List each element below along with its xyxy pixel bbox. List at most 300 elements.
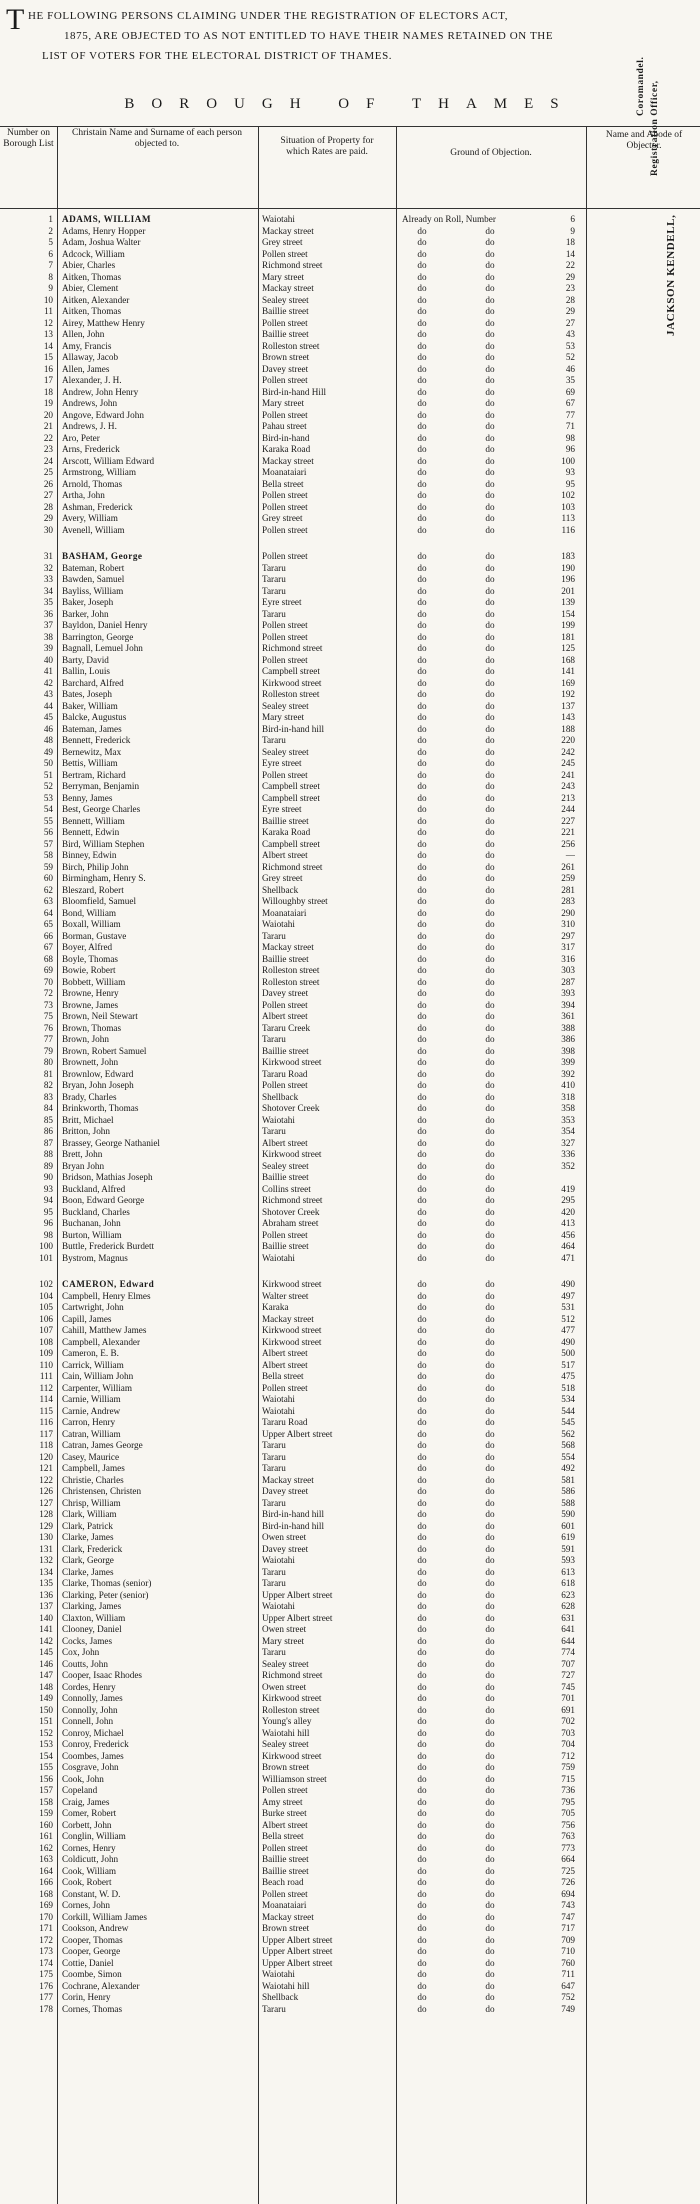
row-number: 59 xyxy=(43,861,53,872)
row-ground-ditto: do xyxy=(485,1888,495,1899)
table-row xyxy=(0,1230,700,1242)
row-ground-ditto: do xyxy=(485,1195,495,1205)
row-ground: do xyxy=(417,501,427,512)
row-ground: do xyxy=(417,1474,427,1485)
row-street: Upper Albert street xyxy=(262,1428,333,1439)
row-number: 106 xyxy=(39,1313,53,1324)
row-roll-number: 392 xyxy=(561,1068,575,1079)
table-row xyxy=(0,1877,700,1889)
row-number: 150 xyxy=(39,1704,53,1715)
row-ground-ditto: do xyxy=(485,260,495,270)
row-name: Coombe, Simon xyxy=(62,1969,122,1979)
row-roll-number: 712 xyxy=(561,1750,575,1761)
row-street: Mackay street xyxy=(262,942,314,952)
table-row xyxy=(0,490,700,502)
row-ground: do xyxy=(417,712,427,722)
row-roll-number: 756 xyxy=(561,1819,575,1830)
table-row xyxy=(0,398,700,410)
row-ground-ditto: do xyxy=(485,884,495,895)
row-ground-ditto: do xyxy=(485,1229,495,1240)
row-street: Waiotahi xyxy=(262,1969,295,1979)
row-street: Williamson street xyxy=(262,1773,327,1784)
row-street: Eyre street xyxy=(262,758,302,768)
table-row xyxy=(0,873,700,885)
row-name: Barrington, George xyxy=(62,631,134,642)
row-ground-ditto: do xyxy=(485,1900,495,1910)
row-number: 15 xyxy=(43,352,53,362)
row-street: Waiotahi xyxy=(262,1555,295,1565)
row-number: 147 xyxy=(39,1670,53,1680)
row-ground: do xyxy=(417,432,427,443)
row-ground: do xyxy=(417,608,427,619)
row-ground-ditto: do xyxy=(485,1750,495,1761)
row-roll-number: 795 xyxy=(561,1796,575,1807)
row-roll-number: 747 xyxy=(561,1911,575,1922)
row-number: 172 xyxy=(39,1934,53,1945)
row-roll-number: 647 xyxy=(561,1980,575,1991)
row-street: Brown street xyxy=(262,1923,310,1933)
row-number: 43 xyxy=(43,689,53,699)
row-ground: do xyxy=(417,1762,427,1772)
row-ground: do xyxy=(417,861,427,872)
row-roll-number: 241 xyxy=(561,769,575,780)
row-ground-ditto: do xyxy=(485,363,495,374)
row-name: Brown, John xyxy=(62,1034,109,1044)
row-ground-ditto: do xyxy=(485,501,495,512)
row-street: Albert street xyxy=(262,1348,308,1358)
row-ground: do xyxy=(417,1854,427,1864)
table-row xyxy=(0,1325,700,1337)
table-row xyxy=(0,1184,700,1196)
row-ground-ditto: do xyxy=(485,1359,495,1370)
row-number: 16 xyxy=(43,363,53,374)
table-row xyxy=(0,1590,700,1602)
row-number: 72 xyxy=(43,988,53,998)
row-ground-ditto: do xyxy=(485,478,495,489)
row-ground: do xyxy=(417,1934,427,1945)
row-street: Eyre street xyxy=(262,597,302,607)
row-roll-number: 641 xyxy=(561,1624,575,1634)
row-number: 42 xyxy=(43,677,53,688)
row-name: Copeland xyxy=(62,1785,98,1795)
row-number: 30 xyxy=(43,524,53,535)
row-ground: do xyxy=(417,386,427,397)
row-number: 18 xyxy=(43,386,53,397)
row-street: Sealey street xyxy=(262,1739,309,1749)
row-ground: do xyxy=(417,1509,427,1519)
row-ground: do xyxy=(417,1137,427,1148)
row-street: Pollen street xyxy=(262,769,308,780)
row-street: Tararu xyxy=(262,574,286,584)
row-ground: do xyxy=(417,746,427,757)
row-street: Young's alley xyxy=(262,1716,312,1726)
row-number: 116 xyxy=(39,1417,53,1427)
row-ground: do xyxy=(417,1057,427,1067)
row-street: Bird-in-hand hill xyxy=(262,723,325,734)
row-street: Tararu xyxy=(262,1126,286,1136)
table-row xyxy=(0,1291,700,1303)
row-name: Catran, William xyxy=(62,1428,121,1439)
table-row xyxy=(0,885,700,897)
row-ground: do xyxy=(417,1773,427,1784)
row-name: Borman, Gustave xyxy=(62,930,127,941)
row-roll-number: 727 xyxy=(561,1670,575,1680)
row-street: Tararu xyxy=(262,608,286,619)
row-name: ADAMS, WILLIAM xyxy=(62,214,152,224)
table-row xyxy=(0,1843,700,1855)
row-ground-ditto: do xyxy=(485,1252,495,1263)
row-street: Tararu xyxy=(262,1463,286,1473)
row-ground: do xyxy=(417,792,427,803)
row-number: 65 xyxy=(43,919,53,929)
row-roll-number: 512 xyxy=(561,1313,575,1324)
row-roll-number: 588 xyxy=(561,1497,575,1508)
row-name: Catran, James George xyxy=(62,1440,143,1450)
row-number: 157 xyxy=(39,1785,53,1795)
row-roll-number: 93 xyxy=(565,467,575,477)
row-street: Richmond street xyxy=(262,861,323,872)
table-row xyxy=(0,479,700,491)
row-ground-ditto: do xyxy=(485,1114,495,1125)
row-ground-ditto: do xyxy=(485,1808,495,1818)
row-ground-ditto: do xyxy=(485,1417,495,1427)
row-number: 49 xyxy=(43,746,53,757)
row-street: Tararu xyxy=(262,1497,286,1508)
row-street: Waiotahi hill xyxy=(262,1727,310,1738)
row-ground: do xyxy=(417,478,427,489)
row-name: Connolly, James xyxy=(62,1693,123,1703)
row-ground: do xyxy=(417,1229,427,1240)
row-name: CAMERON, Edward xyxy=(62,1279,155,1289)
row-street: Waiotahi hill xyxy=(262,1980,310,1991)
row-roll-number: 410 xyxy=(561,1080,575,1090)
row-roll-number: 259 xyxy=(561,873,575,883)
row-name: Bateman, Robert xyxy=(62,562,125,573)
row-roll-number: 317 xyxy=(561,942,575,952)
table-row xyxy=(0,827,700,839)
table-row xyxy=(0,1218,700,1230)
row-ground: do xyxy=(417,1785,427,1795)
row-number: 128 xyxy=(39,1509,53,1519)
table-row xyxy=(0,712,700,724)
table-row xyxy=(0,965,700,977)
row-number: 126 xyxy=(39,1486,53,1496)
row-name: Cook, Robert xyxy=(62,1877,112,1887)
row-roll-number: 586 xyxy=(561,1486,575,1496)
row-ground: do xyxy=(417,340,427,351)
table-row xyxy=(0,1705,700,1717)
row-number: 39 xyxy=(43,643,53,653)
row-number: 57 xyxy=(43,838,53,849)
row-name: Brett, John xyxy=(62,1149,103,1159)
row-roll-number: 9 xyxy=(570,225,575,236)
row-ground: do xyxy=(417,1543,427,1554)
row-name: Britton, John xyxy=(62,1126,110,1136)
row-name: Bloomfield, Samuel xyxy=(62,896,137,906)
row-ground: do xyxy=(417,1348,427,1358)
table-row xyxy=(0,666,700,678)
objector-name: JACKSON KENDELL, xyxy=(665,214,677,336)
row-number: 58 xyxy=(43,850,53,860)
row-ground-ditto: do xyxy=(485,1206,495,1217)
row-street: Baillie street xyxy=(262,306,309,316)
row-roll-number: 760 xyxy=(561,1957,575,1968)
row-street: Pollen street xyxy=(262,1382,308,1393)
row-street: Baillie street xyxy=(262,329,309,339)
table-row xyxy=(0,387,700,399)
table-row xyxy=(0,352,700,364)
row-roll-number: 703 xyxy=(561,1727,575,1738)
row-street: Tararu xyxy=(262,1647,286,1657)
row-number: 155 xyxy=(39,1762,53,1772)
row-number: 136 xyxy=(39,1589,53,1600)
row-number: 69 xyxy=(43,965,53,975)
row-name: Cahill, Matthew James xyxy=(62,1325,147,1335)
row-name: Brady, Charles xyxy=(62,1091,117,1102)
row-roll-number: 190 xyxy=(561,562,575,573)
row-ground: do xyxy=(417,421,427,431)
row-number: 2 xyxy=(48,225,53,236)
row-street: Rolleston street xyxy=(262,976,320,987)
row-number: 121 xyxy=(39,1463,53,1473)
row-street: Beach road xyxy=(262,1877,304,1887)
row-street: Pollen street xyxy=(262,409,308,420)
row-ground-ditto: do xyxy=(485,237,495,247)
row-name: Artha, John xyxy=(62,490,105,500)
row-street: Pollen street xyxy=(262,524,308,535)
row-name: Barty, David xyxy=(62,654,109,665)
row-number: 82 xyxy=(43,1080,53,1090)
table-row xyxy=(0,1360,700,1372)
row-street: Sealey street xyxy=(262,1658,309,1669)
row-roll-number: 358 xyxy=(561,1103,575,1113)
row-number: 149 xyxy=(39,1693,53,1703)
row-ground: do xyxy=(417,976,427,987)
row-roll-number: 420 xyxy=(561,1206,575,1217)
row-name: Carrick, William xyxy=(62,1359,124,1370)
row-ground-ditto: do xyxy=(485,1819,495,1830)
row-street: Davey street xyxy=(262,363,309,374)
row-name: Bobbett, William xyxy=(62,976,126,987)
row-ground-ditto: do xyxy=(485,1474,495,1485)
row-roll-number: 763 xyxy=(561,1831,575,1841)
table-row xyxy=(0,816,700,828)
row-roll-number: 14 xyxy=(565,248,575,259)
row-name: Clark, Frederick xyxy=(62,1543,123,1554)
row-roll-number: 490 xyxy=(561,1336,575,1347)
row-ground: do xyxy=(417,1578,427,1588)
table-row xyxy=(0,1406,700,1418)
row-roll-number: 544 xyxy=(561,1405,575,1416)
row-number: 63 xyxy=(43,896,53,906)
row-street: Pollen street xyxy=(262,1229,308,1240)
row-ground-ditto: do xyxy=(485,1831,495,1841)
row-name: Conglin, William xyxy=(62,1831,126,1841)
row-number: 141 xyxy=(39,1624,53,1634)
row-street: Pollen street xyxy=(262,490,308,500)
table-row xyxy=(0,781,700,793)
row-street: Richmond street xyxy=(262,1670,323,1680)
row-street: Tararu xyxy=(262,562,286,573)
row-number: 178 xyxy=(39,2003,53,2014)
row-street: Moanataiari xyxy=(262,1900,307,1910)
row-street: Rolleston street xyxy=(262,965,320,975)
row-name: Bridson, Mathias Joseph xyxy=(62,1172,153,1182)
row-ground: do xyxy=(417,1865,427,1876)
row-roll-number: 477 xyxy=(561,1325,575,1335)
row-ground-ditto: do xyxy=(485,1647,495,1657)
row-roll-number: 318 xyxy=(561,1091,575,1102)
row-ground-ditto: do xyxy=(485,620,495,630)
row-ground: do xyxy=(417,237,427,247)
row-name: Bystrom, Magnus xyxy=(62,1252,128,1263)
row-number: 75 xyxy=(43,1011,53,1021)
row-ground-ditto: do xyxy=(485,1045,495,1056)
row-roll-number: 618 xyxy=(561,1578,575,1588)
row-roll-number: — xyxy=(565,850,575,860)
row-ground-ditto: do xyxy=(485,1555,495,1565)
row-street: Kirkwood street xyxy=(262,677,322,688)
row-roll-number: 96 xyxy=(565,444,575,454)
row-street: Mackay street xyxy=(262,1474,314,1485)
row-street: Davey street xyxy=(262,988,309,998)
table-row xyxy=(0,237,700,249)
row-name: Bryan, John Joseph xyxy=(62,1080,134,1090)
row-ground-ditto: do xyxy=(485,976,495,987)
row-name: Carpenter, William xyxy=(62,1382,133,1393)
row-name: Buckland, Alfred xyxy=(62,1183,126,1194)
row-ground-ditto: do xyxy=(485,490,495,500)
row-number: 129 xyxy=(39,1520,53,1531)
row-ground: do xyxy=(417,677,427,688)
row-street: Willoughby street xyxy=(262,896,328,906)
row-number: 112 xyxy=(39,1382,53,1393)
row-name: Cosgrave, John xyxy=(62,1762,119,1772)
row-name: Browne, Henry xyxy=(62,988,119,998)
row-roll-number: 601 xyxy=(561,1520,575,1531)
table-row xyxy=(0,1253,700,1265)
table-row xyxy=(0,643,700,655)
row-ground: do xyxy=(417,1290,427,1301)
table-row xyxy=(0,421,700,433)
row-name: Bennett, Frederick xyxy=(62,735,131,745)
row-ground: do xyxy=(417,1091,427,1102)
table-row xyxy=(0,1302,700,1314)
row-street: Kirkwood street xyxy=(262,1149,322,1159)
row-ground-ditto: do xyxy=(485,352,495,362)
row-street: Waiotahi xyxy=(262,1252,295,1263)
row-number: 1 xyxy=(48,214,53,224)
row-street: Tararu xyxy=(262,585,286,596)
row-number: 68 xyxy=(43,953,53,964)
row-name: Best, George Charles xyxy=(62,804,141,814)
table-top-rule xyxy=(0,126,700,127)
row-number: 86 xyxy=(43,1126,53,1136)
row-ground-ditto: do xyxy=(485,654,495,665)
row-ground-ditto: do xyxy=(485,1034,495,1044)
row-roll-number: 554 xyxy=(561,1451,575,1462)
row-street: Sealey street xyxy=(262,1160,309,1171)
table-row xyxy=(0,1314,700,1326)
table-row xyxy=(0,1011,700,1023)
row-number: 175 xyxy=(39,1969,53,1979)
row-ground-ditto: do xyxy=(485,1980,495,1991)
row-name: Binney, Edwin xyxy=(62,850,117,860)
row-street: Baillie street xyxy=(262,953,309,964)
row-number: 146 xyxy=(39,1658,53,1669)
row-number: 5 xyxy=(48,237,53,247)
row-name: Boyer, Alfred xyxy=(62,942,113,952)
row-ground: do xyxy=(417,1808,427,1818)
row-name: Brownett, John xyxy=(62,1057,119,1067)
row-street: Davey street xyxy=(262,1486,309,1496)
row-name: Boyle, Thomas xyxy=(62,953,118,964)
row-ground-ditto: do xyxy=(485,942,495,952)
row-ground: do xyxy=(417,1750,427,1761)
row-ground: do xyxy=(417,513,427,523)
row-ground: do xyxy=(417,1279,427,1289)
row-ground: do xyxy=(417,815,427,826)
row-name: Campbell, Henry Elmes xyxy=(62,1290,151,1301)
row-street: Bird-in-hand Hill xyxy=(262,386,327,397)
row-street: Pollen street xyxy=(262,501,308,512)
row-ground: Already on Roll, Number xyxy=(402,214,496,224)
row-number: 109 xyxy=(39,1348,53,1358)
row-street: Mackay street xyxy=(262,1313,314,1324)
row-name: Bawden, Samuel xyxy=(62,574,125,584)
intro-dropcap: T xyxy=(6,3,25,36)
row-roll-number: 352 xyxy=(561,1160,575,1171)
row-ground: do xyxy=(417,1624,427,1634)
row-street: Waiotahi xyxy=(262,1114,295,1125)
row-street: Abraham street xyxy=(262,1218,319,1228)
row-roll-number: 705 xyxy=(561,1808,575,1818)
row-street: Albert street xyxy=(262,1011,308,1021)
row-name: Birch, Philip John xyxy=(62,861,129,872)
row-name: Clarke, James xyxy=(62,1566,114,1577)
row-roll-number: 701 xyxy=(561,1693,575,1703)
row-number: 173 xyxy=(39,1946,53,1956)
table-row xyxy=(0,850,700,862)
table-row xyxy=(0,1900,700,1912)
row-roll-number: 419 xyxy=(561,1183,575,1194)
row-ground-ditto: do xyxy=(485,1126,495,1136)
table-row xyxy=(0,735,700,747)
table-header-rule xyxy=(0,208,700,209)
row-street: Moanataiari xyxy=(262,907,307,918)
row-number: 25 xyxy=(43,467,53,477)
row-roll-number: 316 xyxy=(561,953,575,964)
row-ground-ditto: do xyxy=(485,306,495,316)
row-roll-number: 100 xyxy=(561,455,575,466)
row-ground-ditto: do xyxy=(485,1160,495,1171)
table-row xyxy=(0,1440,700,1452)
row-roll-number: 297 xyxy=(561,930,575,941)
row-number: 56 xyxy=(43,827,53,837)
table-row xyxy=(0,1831,700,1843)
row-ground-ditto: do xyxy=(485,723,495,734)
row-street: Kirkwood street xyxy=(262,1750,322,1761)
row-ground: do xyxy=(417,1532,427,1542)
row-roll-number: 6 xyxy=(570,214,575,224)
table-row xyxy=(0,1762,700,1774)
row-ground: do xyxy=(417,1658,427,1669)
row-ground-ditto: do xyxy=(485,1520,495,1531)
row-ground-ditto: do xyxy=(485,1957,495,1968)
row-roll-number: 98 xyxy=(565,432,575,443)
table-row xyxy=(0,1958,700,1970)
table-row xyxy=(0,1751,700,1763)
